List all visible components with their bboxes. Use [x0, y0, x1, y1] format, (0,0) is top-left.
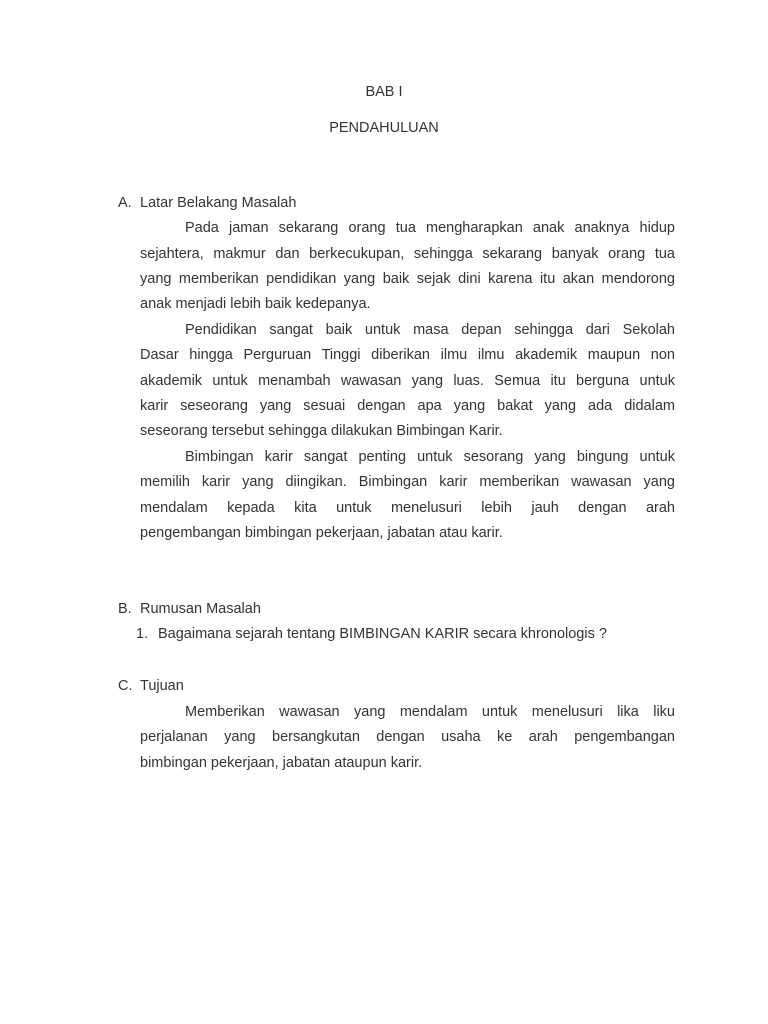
section-rumusan-masalah	[0, 597, 768, 648]
paragraph-line: yang memberikan pendidikan yang baik sejak dini karena itu akan mendorong	[140, 271, 675, 288]
section-heading-row	[118, 191, 768, 216]
section-heading-row	[118, 674, 768, 699]
paragraph-line: perjalanan yang bersangkutan dengan usaha ke arah pengembangan	[140, 729, 675, 746]
paragraph-line: Bimbingan karir sangat penting untuk sesorang yang bingung untuk	[185, 448, 675, 465]
list-item-number: 1.	[136, 625, 149, 642]
paragraph-line: mendalam kepada kita untuk menelusuri lebih jauh dengan arah	[140, 499, 675, 516]
list-item	[136, 622, 768, 647]
paragraph	[140, 318, 675, 445]
paragraph-line: Memberikan wawasan yang mendalam untuk menelusuri lika liku	[185, 703, 675, 720]
paragraph-line: Pada jaman sekarang orang tua mengharapkan anak anaknya hidup	[185, 220, 675, 237]
paragraph-line: sejahtera, makmur dan berkecukupan, sehingga sekarang banyak orang tua	[140, 245, 675, 262]
paragraph-line: akademik untuk menambah wawasan yang luas. Semua itu berguna untuk	[140, 372, 675, 389]
section-letter: B.	[118, 600, 132, 617]
paragraph-line: anak menjadi lebih baik kedepanya.	[140, 296, 371, 313]
section-title: Latar Belakang Masalah	[140, 194, 297, 211]
paragraph-line: Pendidikan sangat baik untuk masa depan sehingga dari Sekolah	[185, 321, 675, 338]
list-item-text: Bagaimana sejarah tentang BIMBINGAN KARIR secara khronologis ?	[158, 625, 607, 642]
paragraph	[140, 445, 675, 547]
paragraph-line: Dasar hingga Perguruan Tinggi diberikan ilmu ilmu akademik maupun non	[140, 347, 675, 364]
paragraph	[140, 216, 675, 318]
chapter-heading: BAB I	[365, 84, 403, 100]
section-title: Tujuan	[140, 678, 184, 695]
paragraph-line: bimbingan pekerjaan, jabatan ataupun karir.	[140, 754, 423, 771]
paragraph	[140, 700, 675, 776]
section-tujuan	[0, 674, 768, 776]
section-letter: C.	[118, 678, 133, 695]
section-latar-belakang-masalah	[0, 191, 768, 547]
paragraph-line: seseorang tersebut sehingga dilakukan Bimbingan Karir.	[140, 423, 503, 440]
section-title: Rumusan Masalah	[140, 600, 261, 617]
paragraph-line: pengembangan bimbingan pekerjaan, jabatan atau karir.	[140, 525, 503, 542]
section-letter: A.	[118, 194, 132, 211]
section-heading-row	[118, 597, 768, 622]
chapter-title: PENDAHULUAN	[329, 120, 439, 137]
paragraph-line: memilih karir yang diingikan. Bimbingan karir memberikan wawasan yang	[140, 474, 675, 491]
paragraph-line: karir seseorang yang sesuai dengan apa yang bakat yang ada didalam	[140, 398, 675, 415]
